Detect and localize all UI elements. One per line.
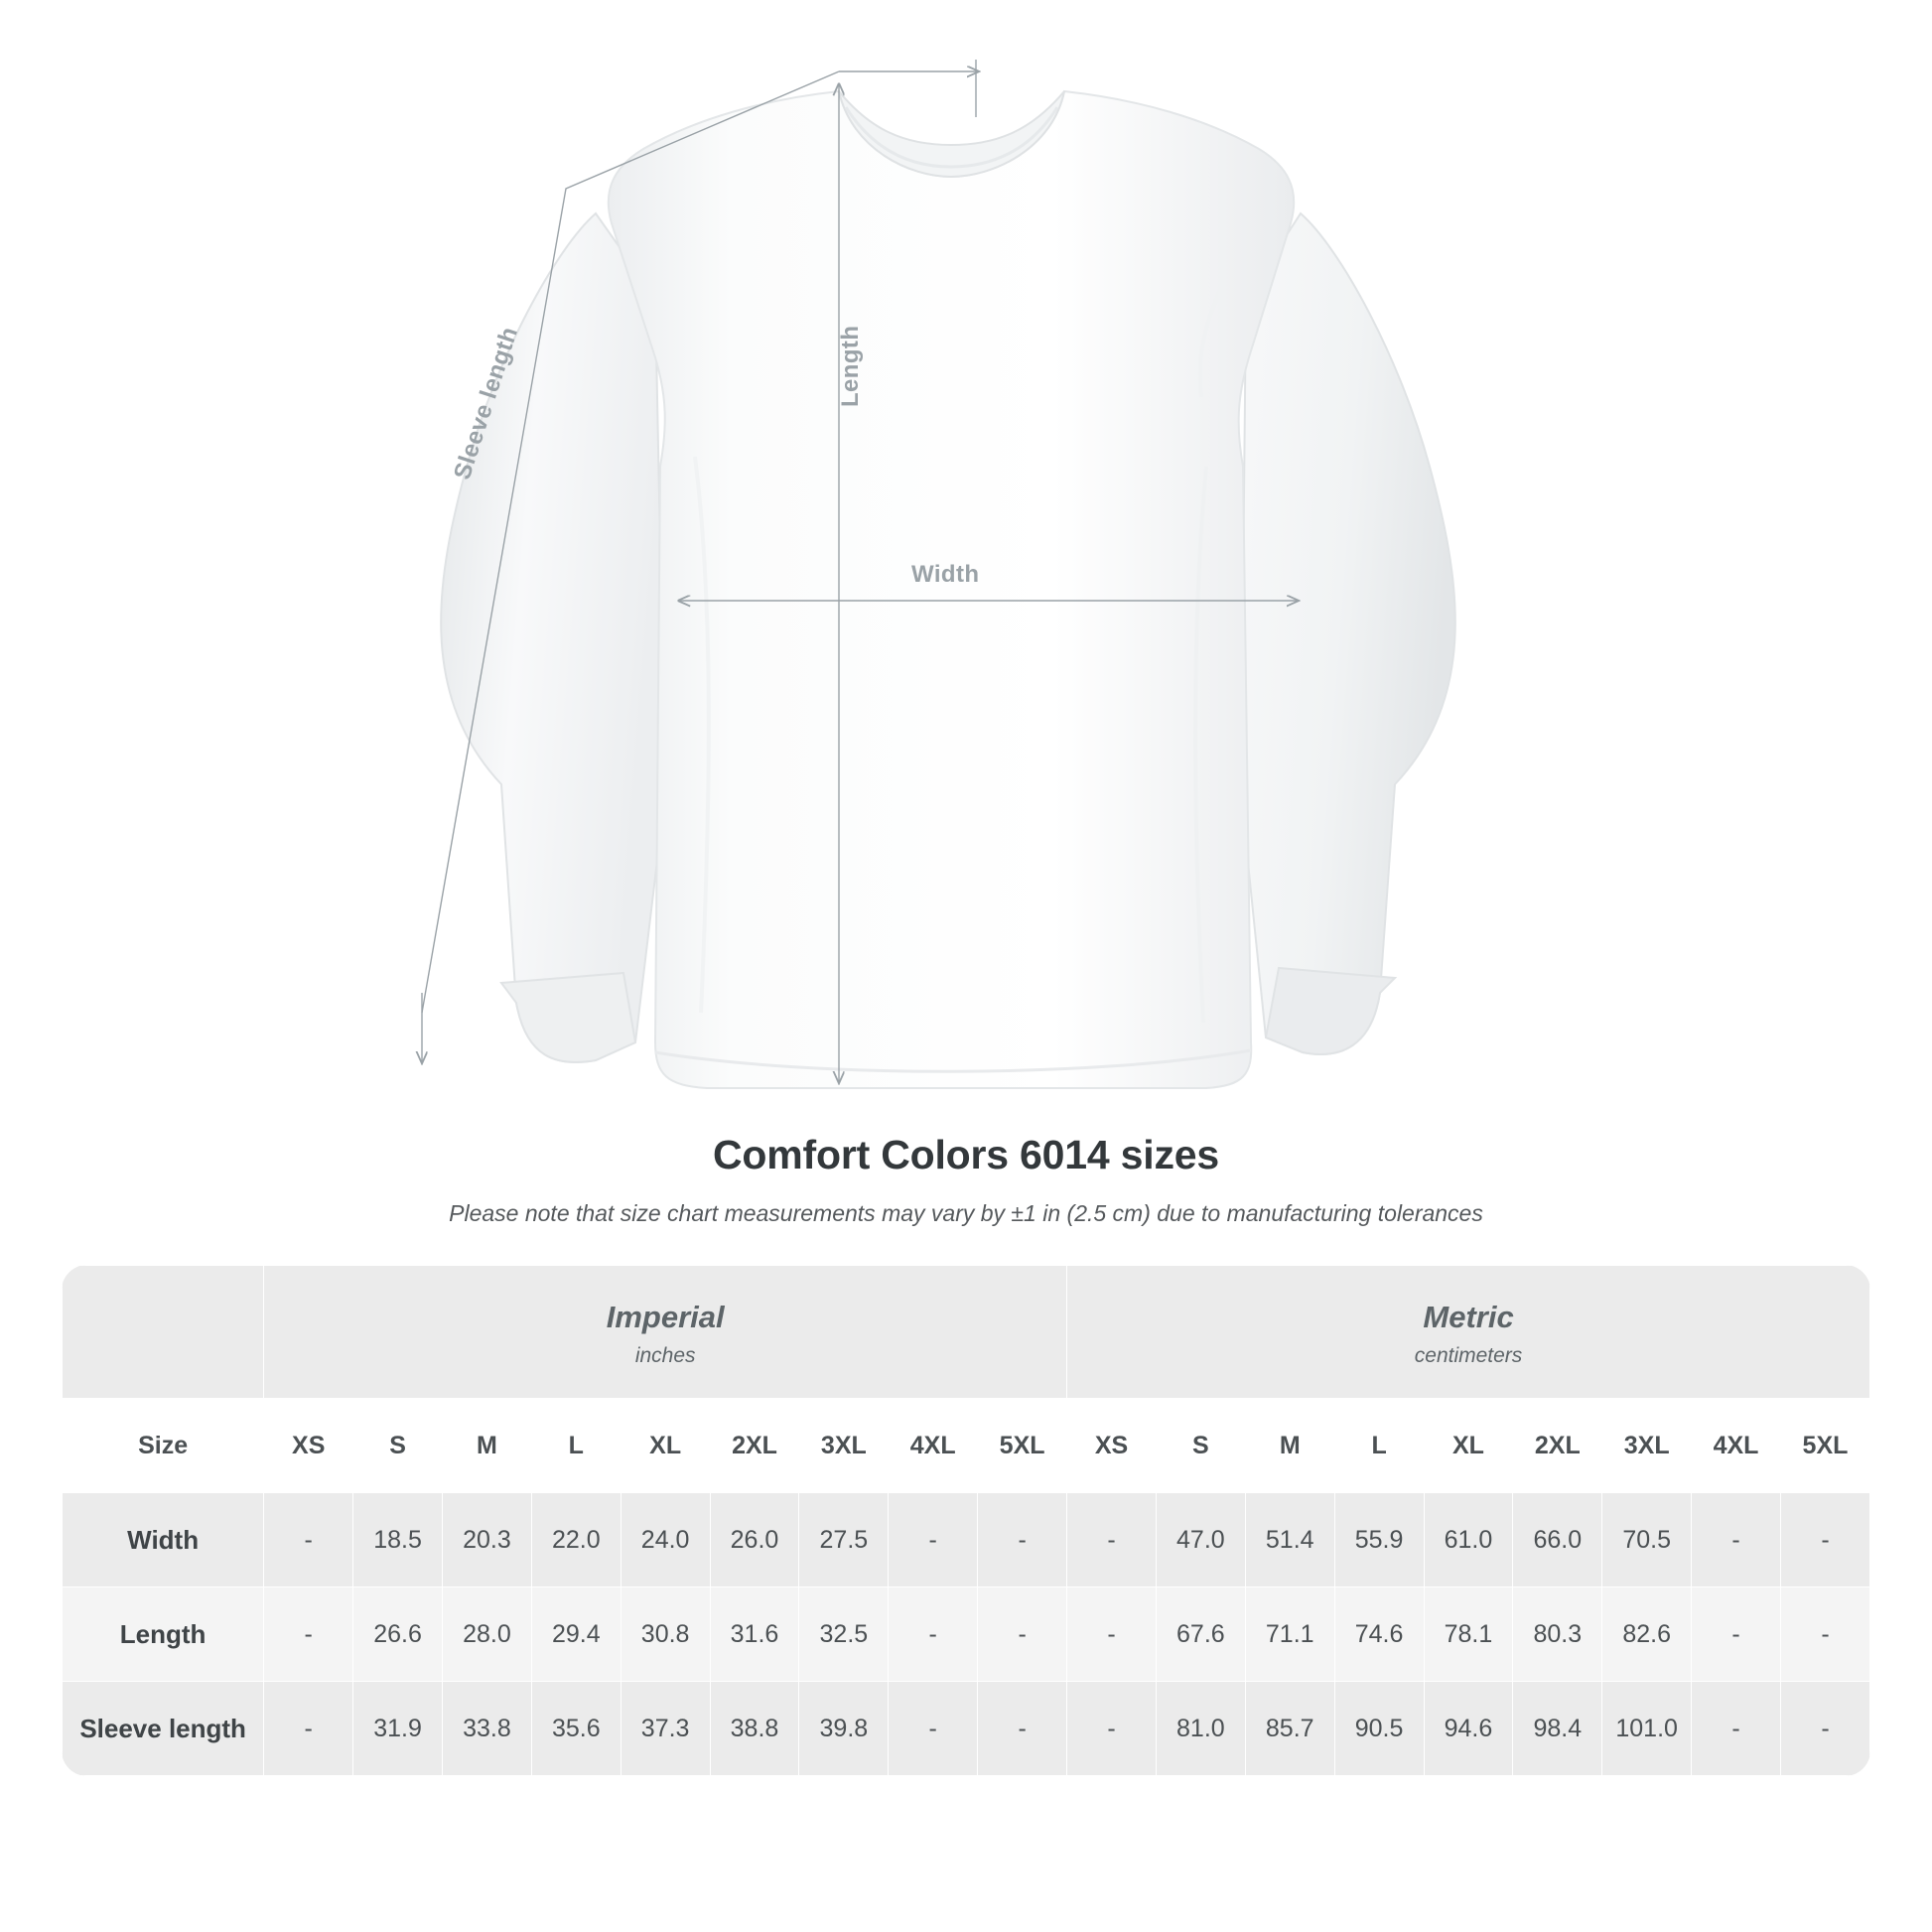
size-col-metric-5xl: 5XL (1780, 1399, 1869, 1493)
size-table (62, 1265, 1870, 1776)
cell-length-imperial-s: 26.6 (353, 1587, 443, 1682)
imperial-unit-name: Imperial (606, 1300, 725, 1334)
cell-length-metric-m: 71.1 (1245, 1587, 1334, 1682)
size-row-header: Size (63, 1399, 264, 1493)
page-title: Comfort Colors 6014 sizes (713, 1132, 1219, 1177)
cell-length-imperial-5xl: - (978, 1587, 1067, 1682)
size-header-row (63, 1399, 1870, 1493)
unit-header-row (63, 1266, 1870, 1399)
metric-header (1067, 1266, 1870, 1399)
cell-width-imperial-xs: - (264, 1493, 353, 1587)
size-col-imperial-4xl: 4XL (889, 1399, 978, 1493)
cell-length-imperial-3xl: 32.5 (799, 1587, 889, 1682)
cell-sleeve-metric-s: 81.0 (1156, 1682, 1245, 1776)
cell-sleeve-imperial-2xl: 38.8 (710, 1682, 799, 1776)
size-col-imperial-5xl: 5XL (978, 1399, 1067, 1493)
cell-sleeve-imperial-5xl: - (978, 1682, 1067, 1776)
cell-width-imperial-4xl: - (889, 1493, 978, 1587)
cell-width-metric-m: 51.4 (1245, 1493, 1334, 1587)
size-col-imperial-2xl: 2XL (710, 1399, 799, 1493)
cell-sleeve-imperial-l: 35.6 (531, 1682, 621, 1776)
table-row (63, 1587, 1870, 1682)
cell-width-metric-xs: - (1067, 1493, 1157, 1587)
cell-length-metric-3xl: 82.6 (1602, 1587, 1692, 1682)
width-dimension-label: Width (911, 561, 980, 588)
size-col-imperial-m: M (442, 1399, 531, 1493)
size-col-metric-m: M (1245, 1399, 1334, 1493)
cell-width-imperial-s: 18.5 (353, 1493, 443, 1587)
imperial-unit-sub: inches (634, 1344, 696, 1367)
sleeve-length-dimension-label: Sleeve length (449, 323, 524, 483)
cell-length-metric-xs: - (1067, 1587, 1157, 1682)
cell-width-imperial-m: 20.3 (442, 1493, 531, 1587)
cell-length-imperial-l: 29.4 (531, 1587, 621, 1682)
cell-length-metric-xl: 78.1 (1424, 1587, 1513, 1682)
table-row (63, 1682, 1870, 1776)
cell-width-metric-l: 55.9 (1334, 1493, 1424, 1587)
cell-width-metric-3xl: 70.5 (1602, 1493, 1692, 1587)
cell-length-metric-2xl: 80.3 (1513, 1587, 1602, 1682)
cell-length-imperial-4xl: - (889, 1587, 978, 1682)
cell-width-metric-s: 47.0 (1156, 1493, 1245, 1587)
cell-width-metric-2xl: 66.0 (1513, 1493, 1602, 1587)
cell-width-imperial-l: 22.0 (531, 1493, 621, 1587)
cell-length-imperial-m: 28.0 (442, 1587, 531, 1682)
size-col-metric-2xl: 2XL (1513, 1399, 1602, 1493)
unit-header-spacer (63, 1266, 264, 1399)
imperial-header (264, 1266, 1067, 1399)
length-dimension-label: Length (837, 325, 864, 407)
cell-width-metric-xl: 61.0 (1424, 1493, 1513, 1587)
size-col-metric-3xl: 3XL (1602, 1399, 1692, 1493)
cell-sleeve-imperial-s: 31.9 (353, 1682, 443, 1776)
size-col-metric-4xl: 4XL (1692, 1399, 1781, 1493)
cell-length-imperial-xs: - (264, 1587, 353, 1682)
cell-sleeve-imperial-xl: 37.3 (621, 1682, 710, 1776)
table-row (63, 1493, 1870, 1587)
row-label-length: Length (63, 1587, 264, 1682)
size-col-metric-xs: XS (1067, 1399, 1157, 1493)
cell-width-imperial-2xl: 26.0 (710, 1493, 799, 1587)
size-table-container (62, 1265, 1870, 1776)
size-col-imperial-3xl: 3XL (799, 1399, 889, 1493)
cell-sleeve-metric-4xl: - (1692, 1682, 1781, 1776)
cell-length-imperial-2xl: 31.6 (710, 1587, 799, 1682)
cell-length-metric-l: 74.6 (1334, 1587, 1424, 1682)
cell-width-imperial-xl: 24.0 (621, 1493, 710, 1587)
cell-sleeve-metric-l: 90.5 (1334, 1682, 1424, 1776)
cell-sleeve-metric-m: 85.7 (1245, 1682, 1334, 1776)
cell-width-metric-5xl: - (1780, 1493, 1869, 1587)
title-block (0, 1132, 1932, 1227)
row-label-sleeve-length: Sleeve length (63, 1682, 264, 1776)
cell-sleeve-metric-xl: 94.6 (1424, 1682, 1513, 1776)
size-col-metric-l: L (1334, 1399, 1424, 1493)
size-col-imperial-xs: XS (264, 1399, 353, 1493)
metric-unit-sub: centimeters (1414, 1344, 1523, 1367)
cell-sleeve-imperial-m: 33.8 (442, 1682, 531, 1776)
size-col-imperial-s: S (353, 1399, 443, 1493)
cell-length-metric-5xl: - (1780, 1587, 1869, 1682)
page-subtitle: Please note that size chart measurements may vary by ±1 in (2.5 cm) due to manufacturing tolerances (449, 1200, 1483, 1226)
cell-length-imperial-xl: 30.8 (621, 1587, 710, 1682)
shirt-shape (441, 91, 1455, 1088)
cell-sleeve-imperial-3xl: 39.8 (799, 1682, 889, 1776)
row-label-width: Width (63, 1493, 264, 1587)
cell-sleeve-metric-5xl: - (1780, 1682, 1869, 1776)
size-col-imperial-l: L (531, 1399, 621, 1493)
cell-sleeve-imperial-4xl: - (889, 1682, 978, 1776)
size-col-imperial-xl: XL (621, 1399, 710, 1493)
cell-width-imperial-3xl: 27.5 (799, 1493, 889, 1587)
cell-length-metric-4xl: - (1692, 1587, 1781, 1682)
size-col-metric-xl: XL (1424, 1399, 1513, 1493)
cell-sleeve-metric-3xl: 101.0 (1602, 1682, 1692, 1776)
size-col-metric-s: S (1156, 1399, 1245, 1493)
cell-sleeve-metric-xs: - (1067, 1682, 1157, 1776)
cell-width-metric-4xl: - (1692, 1493, 1781, 1587)
metric-unit-name: Metric (1423, 1300, 1514, 1334)
cell-sleeve-metric-2xl: 98.4 (1513, 1682, 1602, 1776)
cell-width-imperial-5xl: - (978, 1493, 1067, 1587)
cell-sleeve-imperial-xs: - (264, 1682, 353, 1776)
cell-length-metric-s: 67.6 (1156, 1587, 1245, 1682)
